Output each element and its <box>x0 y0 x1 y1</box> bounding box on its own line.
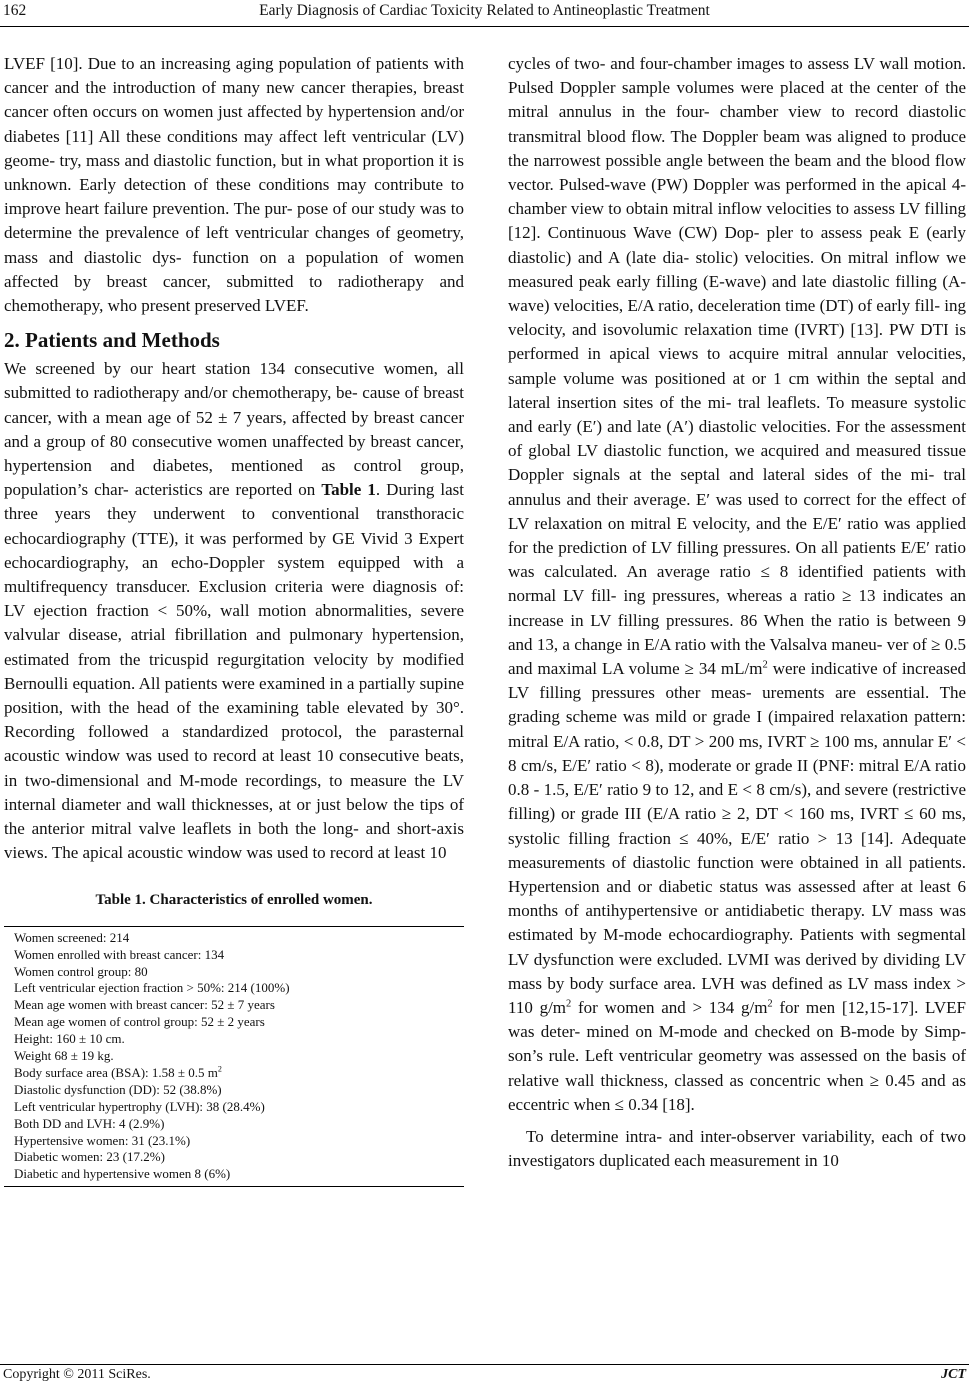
table-row: Women screened: 214 <box>14 929 130 945</box>
table-row: Women enrolled with breast cancer: 134 <box>14 946 225 962</box>
page-header <box>0 0 969 30</box>
superscript-2: 2 <box>566 998 572 1010</box>
table-row: Weight 68 ± 19 kg. <box>14 1048 114 1064</box>
doppler-text-c: for women and > 134 g/m <box>571 997 768 1017</box>
table-row: Diastolic dysfunction (DD): 52 (38.8%) <box>14 1081 222 1097</box>
doppler-text-a: cycles of two- and four-chamber images to assess LV wall motion. Pulsed Doppler sample volumes were placed at the center of the mitral annulus in the four- chamber view to record diastolic transmitral blood flow. The Doppler beam was aligned to produce the narrowest possible angle between the beam and the blood flow vector. Pulsed-wave (PW) Doppler was performed in the apical 4-chamber view to obtain mitral inflow velocities to assess LV filling [12]. Continuous Wave (CW) Dop- pler to assess peak E (early diastolic) and A (late dia- stolic) velocities. On mitral inflow we measured peak early filling (E-wave) and late diastolic filling (A-wave) velocities, E/A ratio, deceleration time (DT) of early fill- ing velocity, and isovolumic relaxation time (IVRT) [13]. PW DTI is performed in apical views to acquire mitral annular velocities, sample volume was positioned at or 1 cm within the septal and lateral insertion sites of the mi- tral leaflets. To measure systolic and early (E′) and late (A′) diastolic velocities. For the assessment of global LV diastolic function, we acquired and measured tissue Doppler signals at the septal and lateral sides of the mi- tral annulus and their average. E′ was used to correct for the effect of LV relaxation on mitral E velocity, and the E/E′ ratio was applied for the prediction of LV filling pressures. On all patients E/E′ ratio was calculated. An average ratio ≤ 8 identified patients with normal LV fill- ing pressures, whereas a ratio ≥ 13 indicates an increase in LV filling pressures. 86 When the ratio is between 9 and 13, a change in E/A ratio with the Valsalva maneu- ver of ≥ 0.5 and maximal LA volume ≥ 34 mL/m <box>508 54 966 679</box>
table-caption: Table 1. Characteristics of enrolled women. <box>95 891 373 908</box>
doppler-text-d: for men [12,15-17]. LVEF was deter- mined on M-mode and checked on B-mode by Simp- son’s rule. Left ventricular geometry was assessed on the basis of relative wall thickness, classed as concentric when ≥ 0.45 and as eccentric when ≤ 0.34 [18]. <box>508 997 966 1114</box>
table-row: Left ventricular hypertrophy (LVH): 38 (28.4%) <box>14 1098 265 1114</box>
superscript-2: 2 <box>762 659 768 671</box>
page-number: 162 <box>3 2 27 19</box>
variability-paragraph: To determine intra- and inter-observer variability, each of two investigators duplicated each measurement in 10 <box>508 1126 966 1171</box>
table-row-bsa <box>14 1065 464 1082</box>
table-row: Hypertensive women: 31 (23.1%) <box>14 1132 191 1148</box>
methods-text-b: . During last three years they underwent to conventional transthoracic echocardiography (TTE), it was performed by GE Vivid 3 Expert echocardiography, an echo-Doppler system equipped with a multifrequency transducer. Exclusion criteria were diagnosis of: LV ejection fraction < 50%, wall motion abnormalities, severe valvular disease, atrial fibrillation and pulmonary hypertension, estimated from the tricuspid regurgitation velocity by modified Bernoulli equation. All patients were examined in a partially supine position, with the head of the examining table elevated by 30°. Recording followed a standardized protocol, the parasternal acoustic window was used to record at least 10 consecutive beats, in two-dimensional and M-mode recordings, to measure the LV internal diameter and wall thicknesses, at or just below the tips of the anterior mitral valve leaflets in both the long- and short-axis views. The apical acoustic window was used to record at least 10 <box>4 480 464 863</box>
intro-paragraph: LVEF [10]. Due to an increasing aging population of patients with cancer and the introduction of many new cancer therapies, breast cancer often occurs on women just affected by hypertension and/or diabetes [11] All these conditions may affect left ventricular (LV) geome- try, mass and diastolic function, but in what proportion it is unknown. Early detection of these conditions may contribute to improve heart failure prevention. The pur- pose of our study was to determine the prevalence of left ventricular changes of geometry, mass and diastolic dys- function on a population of women affected by breast cancer, submitted to radiotherapy and chemotherapy, who present preserved LVEF. <box>4 54 464 316</box>
table-row: Women control group: 80 <box>14 963 148 979</box>
superscript-2: 2 <box>767 998 773 1010</box>
journal-abbrev: JCT <box>941 1367 966 1382</box>
table-row: Mean age women of control group: 52 ± 2 years <box>14 1014 265 1030</box>
table-row: Height: 160 ± 10 cm. <box>14 1031 125 1047</box>
characteristics-table <box>4 926 464 1188</box>
page-footer <box>0 1364 969 1386</box>
left-column <box>4 52 464 1187</box>
doppler-paragraph <box>508 52 966 1117</box>
methods-text-a: We screened by our heart station 134 consecutive women, all submitted to radiotherapy and/or chemotherapy, be- cause of breast cancer, with a mean age of 52 ± 7 years, affected by breast cancer and a group of 80 consecutive women unaffected by breast cancer, hypertension and diabetes, mentioned as control group, population’s char- acteristics are reported on <box>4 359 464 500</box>
copyright-text: Copyright © 2011 SciRes. <box>3 1367 151 1382</box>
doppler-text-b: were indicative of increased LV filling pressures other meas- urements are essential. The grading scheme was mild or grade I (impaired relaxation pattern: mitral E/A ratio, < 0.8, DT > 200 ms, IVRT ≥ 100 ms, annular E′ < 8 cm/s, E/E′ ratio < 8), moderate or grade II (PNF: mitral E/A ratio 0.8 - 1.5, E/E′ ratio 9 to 12, and E < 8 cm/s), and severe (restrictive filling) or grade III (E/A ratio ≥ 2, DT < 160 ms, IVRT ≤ 60 ms, systolic filling fraction ≤ 40%, E/E′ ratio > 13 [14]. Adequate measurements of diastolic function were obtained in all patients. Hypertension and or diabetic status was assessed after at least 6 months of antihypertensive or antidiabetic therapy. LV mass was estimated by M-mode echocardiography. Patients with segmental LV dysfunction were excluded. LVMI was derived by dividing LV mass by body surface area. LVH was defined as LV mass index > 110 g/m <box>508 659 966 1017</box>
header-rule <box>0 26 969 27</box>
right-column <box>508 52 966 1173</box>
bsa-text: Body surface area (BSA): 1.58 ± 0.5 m <box>14 1064 218 1080</box>
footer-rule <box>0 1364 969 1365</box>
table-row: Left ventricular ejection fraction > 50%: 214 (100%) <box>14 980 290 996</box>
bsa-superscript: 2 <box>217 1064 222 1074</box>
table-reference: Table 1 <box>321 480 376 500</box>
methods-paragraph <box>4 357 464 865</box>
table-row: Both DD and LVH: 4 (2.9%) <box>14 1115 165 1131</box>
section-title: 2. Patients and Methods <box>4 328 220 353</box>
table-row: Mean age women with breast cancer: 52 ± 7 years <box>14 997 275 1013</box>
table-row: Diabetic women: 23 (17.2%) <box>14 1149 165 1165</box>
table-row: Diabetic and hypertensive women 8 (6%) <box>14 1166 231 1182</box>
running-title: Early Diagnosis of Cardiac Toxicity Related to Antineoplastic Treatment <box>259 2 710 19</box>
